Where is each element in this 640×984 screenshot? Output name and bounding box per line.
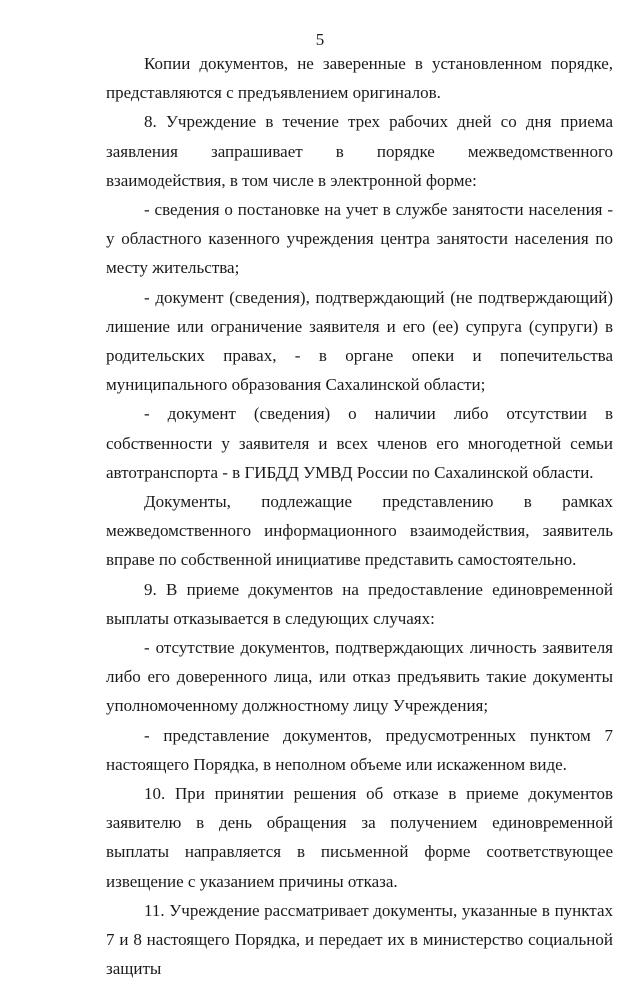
paragraph-copies-note: Копии документов, не заверенные в установленном порядке, представляются с предъявлением оригиналов. (106, 54, 613, 103)
page-number: 5 (315, 30, 325, 49)
bullet-missing-identity-docs: - отсутствие документов, подтверждающих личность заявителя либо его доверенного лица, или отказ предъявить такие документы уполномоченному должностному лицу Учреждения; (106, 638, 613, 716)
paragraph-item-10: 10. При принятии решения об отказе в приеме документов заявителю в день обращения за получением единовременной выплаты направляется в письменной форме соответствующее извещение с указанием причины отказа. (106, 784, 613, 891)
bullet-parental-rights: - документ (сведения), подтверждающий (не подтверждающий) лишение или ограничение заявителя и его (ее) супруга (супруги) в родительских правах, - в органе опеки и попечительства муниципального образования Сахалинской области; (106, 287, 613, 395)
bullet-employment-info: - сведения о постановке на учет в службе занятости населения - у областного казенного учреждения центра занятости населения по месту жительства; (106, 200, 613, 278)
paragraph-item-8: 8. Учреждение в течение трех рабочих дней со дня приема заявления запрашивает в порядке межведомственного взаимодействия, в том числе в электронной форме: (106, 112, 613, 190)
paragraph-item-9: 9. В приеме документов на предоставление единовременной выплаты отказывается в следующих случаях: (106, 579, 613, 628)
paragraph-item-11: 11. Учреждение рассматривает документы, указанные в пунктах 7 и 8 настоящего Порядка, и передает их в министерство социальной защиты (106, 900, 613, 979)
bullet-vehicle-ownership: - документ (сведения) о наличии либо отсутствии в собственности у заявителя и всех членов его многодетной семьи автотранспорта - в ГИБДД УМВД России по Сахалинской области. (106, 404, 613, 482)
paragraph-interagency-docs: Документы, подлежащие представлению в рамках межведомственного информационного взаимодействия, заявитель вправе по собственной инициативе представить самостоятельно. (106, 492, 613, 570)
bullet-incomplete-docs: - представление документов, предусмотренных пунктом 7 настоящего Порядка, в неполном объеме или искаженном виде. (106, 725, 613, 774)
document-body (106, 49, 613, 984)
